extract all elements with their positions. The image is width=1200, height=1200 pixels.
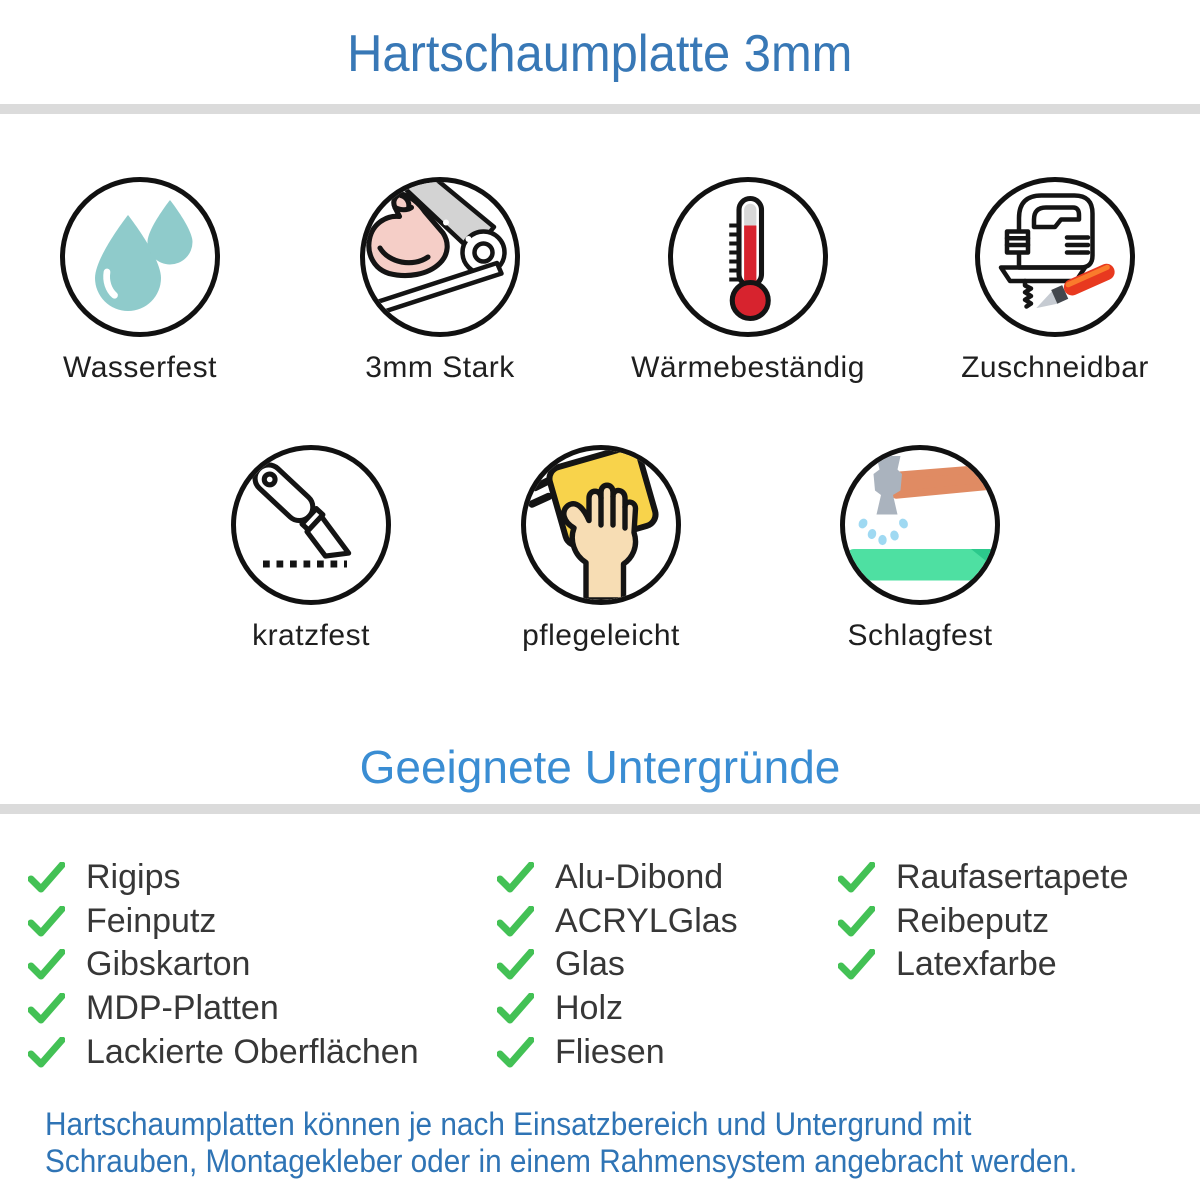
substrates-column-2 [497,856,738,1074]
mounting-note [45,1106,1077,1180]
feature-label: pflegeleicht [522,619,680,652]
mounting-note-line: Hartschaumplatten können je nach Einsatzbereich und Untergrund mit [45,1106,972,1142]
substrate-item [28,987,419,1031]
substrate-item [838,943,1129,987]
check-icon [838,906,875,937]
feature-circle [360,177,520,337]
feature-label: kratzfest [252,619,370,652]
substrate-item [497,987,738,1031]
check-icon [838,949,875,980]
feature-label: Zuschneidbar [961,351,1149,384]
feature-wasserfest [10,177,270,385]
check-icon [497,949,534,980]
check-icon [28,906,65,937]
feature-label: Wärmebeständig [631,351,865,384]
substrate-label: Fliesen [555,1032,665,1071]
check-icon [28,862,65,893]
substrate-item [28,1030,419,1074]
divider-top [0,104,1200,114]
check-icon [838,862,875,893]
substrates-heading: Geeignete Untergründe [359,741,841,793]
flexed-arm-icon [365,182,515,332]
page-title [0,24,1200,84]
substrate-item [497,856,738,900]
substrate-item [497,943,738,987]
substrate-label: Latexfarbe [896,945,1057,984]
substrate-label: Holz [555,989,624,1028]
substrate-item [497,900,738,944]
substrate-label: Alu-Dibond [555,858,724,897]
substrate-item [838,900,1129,944]
thermometer-icon [673,182,823,332]
substrate-label: Feinputz [86,901,217,940]
feature-label: Wasserfest [63,351,217,384]
feature-label: 3mm Stark [365,351,515,384]
feature-schlagfest [790,445,1050,653]
substrate-label: Lackierte Oberflächen [86,1032,419,1071]
check-icon [497,1037,534,1068]
feature-waermebestaendig [618,177,878,385]
utility-knife-icon [236,450,386,600]
water-drops-icon [65,182,215,332]
substrate-label: Glas [555,945,625,984]
feature-circle [231,445,391,605]
substrate-label: Gibskarton [86,945,251,984]
substrate-label: Reibeputz [896,901,1050,940]
substrate-item [28,943,419,987]
substrate-label: MDP-Platten [86,989,279,1028]
wiping-hand-icon [526,450,676,600]
divider-middle [0,804,1200,814]
check-icon [28,1037,65,1068]
substrates-column-3 [838,856,1129,987]
substrate-item [497,1030,738,1074]
feature-pflegeleicht [471,445,731,653]
check-icon [28,949,65,980]
feature-circle [521,445,681,605]
feature-circle [840,445,1000,605]
feature-kratzfest [181,445,441,653]
hammer-impact-icon [845,450,995,600]
feature-3mm-stark [310,177,570,385]
feature-circle [975,177,1135,337]
check-icon [497,993,534,1024]
feature-circle [60,177,220,337]
check-icon [497,862,534,893]
substrate-item [28,856,419,900]
substrate-item [838,856,1129,900]
mounting-note-line: Schrauben, Montagekleber oder in einem Rahmensystem angebracht werden. [45,1143,1078,1179]
page-title-text: Hartschaumplatte 3mm [347,25,853,83]
feature-circle [668,177,828,337]
substrate-label: Raufasertapete [896,858,1129,897]
feature-zuschneidbar [925,177,1185,385]
substrate-item [28,900,419,944]
jigsaw-cutter-icon [980,182,1130,332]
feature-label: Schlagfest [847,619,993,652]
substrates-column-1 [28,856,419,1074]
substrate-label: Rigips [86,858,181,897]
substrate-label: ACRYLGlas [555,901,738,940]
check-icon [28,993,65,1024]
check-icon [497,906,534,937]
